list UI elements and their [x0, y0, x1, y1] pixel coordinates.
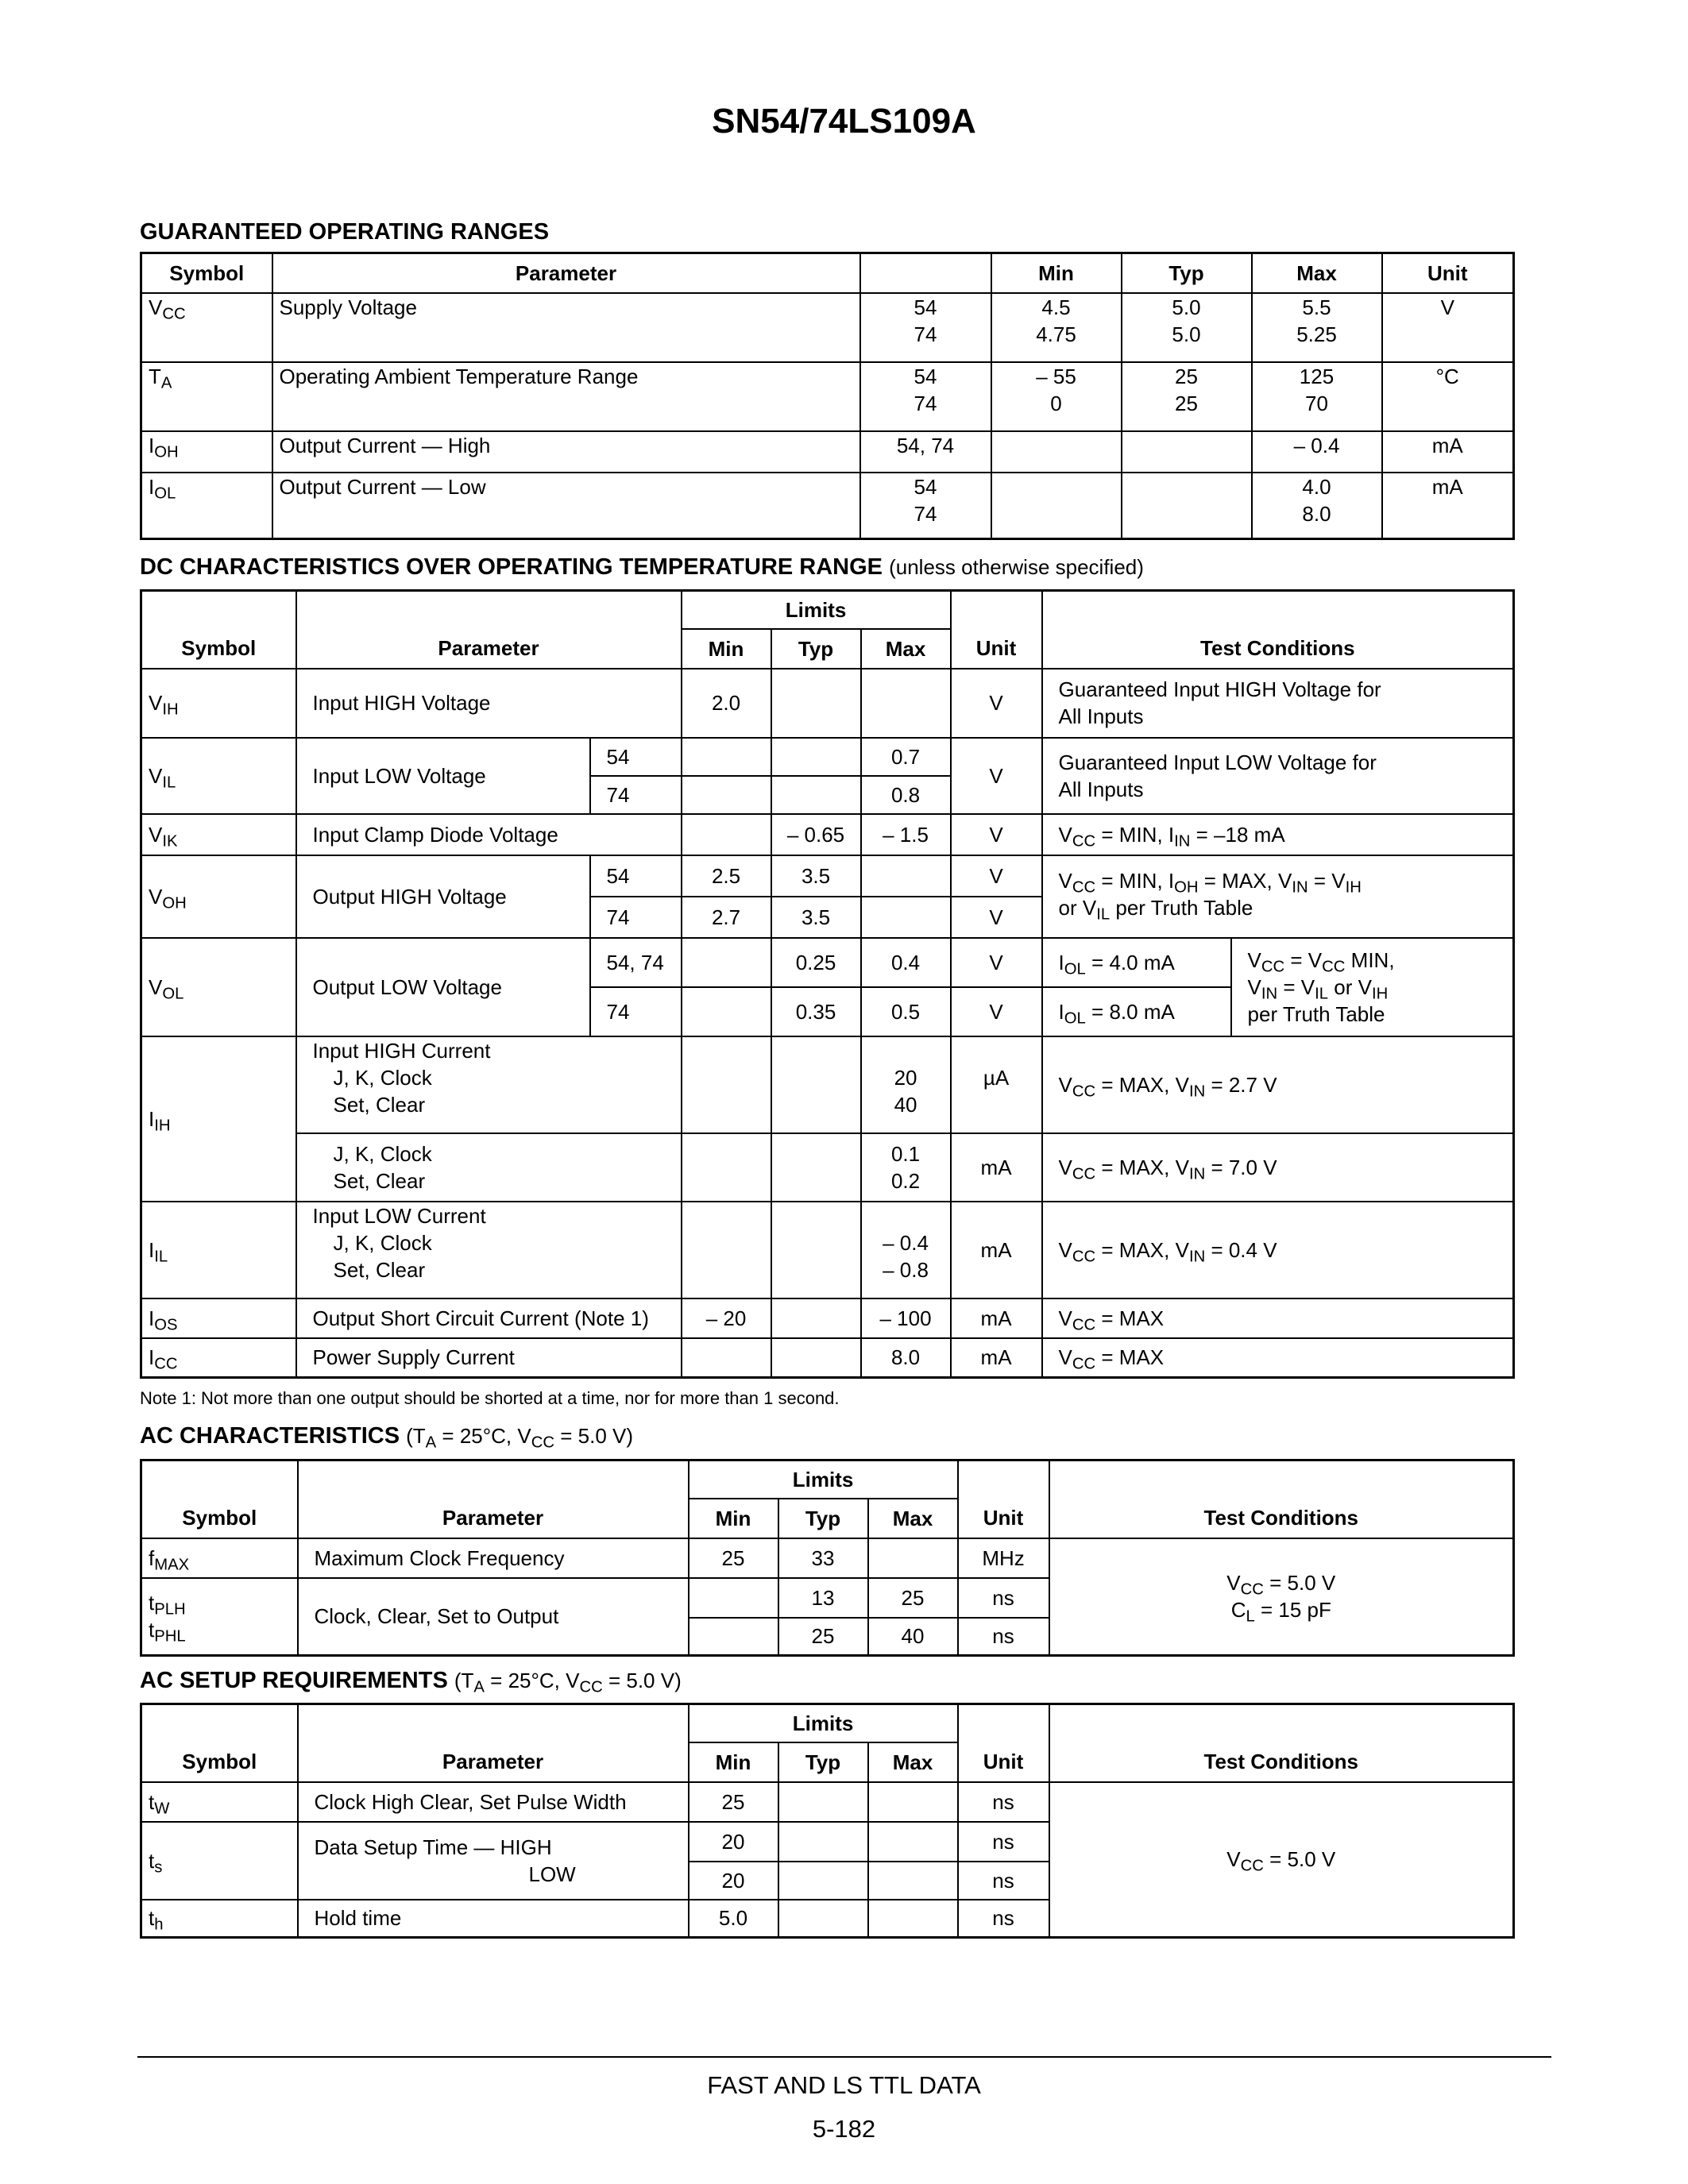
- header-parameter: Parameter: [272, 253, 860, 293]
- device-cell: 74: [590, 776, 682, 814]
- unit-cell: ns: [958, 1578, 1049, 1618]
- min-cell: [689, 1618, 778, 1656]
- test-conditions-cell: Guaranteed Input HIGH Voltage for All Inputs: [1042, 669, 1514, 738]
- device-cell: 54: [590, 855, 682, 897]
- typ-cell: 33: [778, 1538, 868, 1578]
- min-cell: 2.5: [682, 855, 771, 897]
- test-conditions-cell: $V_{CC}$ = MIN, $I_{IN} = -18$ mA: [1042, 814, 1514, 855]
- header-limits: Limits: [689, 1704, 958, 1742]
- test-conditions-cell: $V_{CC}$ = MIN, $I_{OH}$ = MAX, $V_{IN} = V_{IH}$ or $V_{IL}$ per Truth Table: [1042, 855, 1514, 938]
- section-title-dc: DC CHARACTERISTICS OVER OPERATING TEMPERATURE RANGE (unless otherwise specified): [140, 554, 1144, 580]
- parameter-cell: Input LOW Current J, K, Clock Set, Clear: [296, 1202, 682, 1298]
- parameter-cell: Operating Ambient Temperature Range: [272, 362, 860, 431]
- max-cell: 0.1 0.2: [861, 1133, 951, 1202]
- max-cell: 25: [868, 1578, 958, 1618]
- symbol-cell: $I_{OH}$: [141, 431, 272, 473]
- parameter-cell: Output LOW Voltage: [296, 938, 590, 1036]
- device-cell: 54, 74: [860, 431, 991, 473]
- min-cell: [682, 1202, 771, 1298]
- symbol-cell: $V_{IK}$: [141, 814, 296, 855]
- min-cell: – 55 0: [991, 362, 1122, 431]
- parameter-cell: J, K, Clock Set, Clear: [296, 1133, 682, 1202]
- parameter-cell: Input Clamp Diode Voltage: [296, 814, 682, 855]
- min-cell: [682, 1338, 771, 1378]
- max-cell: 20 40: [861, 1036, 951, 1133]
- unit-cell: V: [951, 987, 1042, 1036]
- footer-rule: [137, 2056, 1551, 2058]
- unit-cell: V: [951, 897, 1042, 938]
- test-conditions-cell: $V_{CC}$ = MAX, $V_{IN} = 7.0$ V: [1042, 1133, 1514, 1202]
- header-min: Min: [991, 253, 1122, 293]
- min-cell: [682, 987, 771, 1036]
- typ-cell: [771, 1298, 861, 1338]
- symbol-cell: $I_{CC}$: [141, 1338, 296, 1378]
- unit-cell: V: [1382, 293, 1514, 362]
- unit-cell: °C: [1382, 362, 1514, 431]
- device-cell: 74: [590, 987, 682, 1036]
- table-row: [141, 1298, 1514, 1338]
- table-row: [141, 938, 1514, 987]
- header-min: Min: [689, 1499, 778, 1538]
- footer-title: FAST AND LS TTL DATA: [707, 2071, 981, 2099]
- parameter-cell: Hold time: [298, 1900, 689, 1938]
- typ-cell: 0.35: [771, 987, 861, 1036]
- unit-cell: mA: [951, 1202, 1042, 1298]
- typ-cell: 13: [778, 1578, 868, 1618]
- unit-cell: ns: [958, 1618, 1049, 1656]
- symbol-cell: $f_{MAX}$: [141, 1538, 298, 1578]
- unit-cell: µA: [951, 1036, 1042, 1133]
- symbol-cell: $t_W$: [141, 1782, 298, 1822]
- unit-cell: V: [951, 738, 1042, 814]
- header-unit: Unit: [958, 1461, 1049, 1538]
- symbol-cell: $t_h$: [141, 1900, 298, 1938]
- min-cell: [682, 1133, 771, 1202]
- max-cell: [861, 669, 951, 738]
- header-test-conditions: Test Conditions: [1049, 1461, 1514, 1538]
- header-symbol: Symbol: [141, 591, 296, 669]
- min-cell: [682, 1036, 771, 1133]
- table-row: [141, 1133, 1514, 1202]
- unit-cell: mA: [951, 1133, 1042, 1202]
- device-cell: 54 74: [860, 362, 991, 431]
- max-cell: 0.8: [861, 776, 951, 814]
- table-row: [141, 669, 1514, 738]
- typ-cell: [1122, 431, 1252, 473]
- header-limits: Limits: [689, 1461, 958, 1499]
- min-cell: 20: [689, 1862, 778, 1900]
- typ-cell: [778, 1900, 868, 1938]
- symbol-cell: $V_{IL}$: [141, 738, 296, 814]
- header-symbol: Symbol: [141, 253, 272, 293]
- max-cell: – 1.5: [861, 814, 951, 855]
- note-1: Note 1: Not more than one output should be shorted at a time, nor for more than 1 second.: [140, 1388, 840, 1408]
- parameter-cell: Maximum Clock Frequency: [298, 1538, 689, 1578]
- page-title: SN54/74LS109A: [712, 102, 976, 141]
- max-cell: 0.5: [861, 987, 951, 1036]
- max-cell: 125 70: [1252, 362, 1382, 431]
- typ-cell: [771, 738, 861, 776]
- min-cell: 25: [689, 1782, 778, 1822]
- section-title-operating-ranges: GUARANTEED OPERATING RANGES: [140, 219, 550, 245]
- test-conditions-cell: $V_{CC}$ = MAX, $V_{IN} = 2.7$ V: [1042, 1036, 1514, 1133]
- parameter-cell: Input HIGH Current J, K, Clock Set, Clear: [296, 1036, 682, 1133]
- parameter-cell: Output HIGH Voltage: [296, 855, 590, 938]
- unit-cell: mA: [1382, 431, 1514, 473]
- min-cell: 5.0: [689, 1900, 778, 1938]
- typ-cell: [771, 1202, 861, 1298]
- header-min: Min: [682, 629, 771, 669]
- test-conditions-cell: $V_{CC}$ = MAX: [1042, 1298, 1514, 1338]
- typ-cell: 3.5: [771, 897, 861, 938]
- min-cell: 20: [689, 1822, 778, 1862]
- header-test-conditions: Test Conditions: [1049, 1704, 1514, 1782]
- header-typ: Typ: [778, 1742, 868, 1782]
- max-cell: [861, 897, 951, 938]
- table-row: [141, 855, 1514, 897]
- unit-cell: MHz: [958, 1538, 1049, 1578]
- header-limits: Limits: [682, 591, 951, 629]
- max-cell: [868, 1862, 958, 1900]
- unit-cell: ns: [958, 1900, 1049, 1938]
- max-cell: – 0.4: [1252, 431, 1382, 473]
- header-max: Max: [868, 1499, 958, 1538]
- symbol-cell: $V_{CC}$: [141, 293, 272, 362]
- symbol-cell: $t_{PLH}$ $t_{PHL}$: [141, 1578, 298, 1656]
- unit-cell: mA: [951, 1298, 1042, 1338]
- ac-characteristics-table: [140, 1459, 1515, 1657]
- unit-cell: mA: [951, 1338, 1042, 1378]
- min-cell: [682, 814, 771, 855]
- symbol-cell: $t_s$: [141, 1822, 298, 1900]
- unit-cell: ns: [958, 1822, 1049, 1862]
- section-title-ac: AC CHARACTERISTICS ($T_A = 25^\circ C$, $V_{CC} = 5.0$ V): [140, 1423, 633, 1452]
- typ-cell: [771, 1338, 861, 1378]
- min-cell: – 20: [682, 1298, 771, 1338]
- max-cell: [861, 855, 951, 897]
- test-conditions-cell: $I_{OL} = 4.0$ mA: [1042, 938, 1231, 987]
- section-title-ac-setup: AC SETUP REQUIREMENTS ($T_A = 25^\circ C$, $V_{CC} = 5.0$ V): [140, 1668, 682, 1696]
- symbol-cell: $I_{OS}$: [141, 1298, 296, 1338]
- symbol-cell: $I_{IL}$: [141, 1202, 296, 1298]
- parameter-cell: Power Supply Current: [296, 1338, 682, 1378]
- table-row: [141, 431, 1514, 473]
- unit-cell: V: [951, 938, 1042, 987]
- symbol-cell: $I_{OL}$: [141, 473, 272, 539]
- parameter-cell: Input HIGH Voltage: [296, 669, 682, 738]
- symbol-cell: $T_A$: [141, 362, 272, 431]
- test-conditions-cell: $V_{CC}$ = MAX, $V_{IN} = 0.4$ V: [1042, 1202, 1514, 1298]
- device-cell: 54 74: [860, 293, 991, 362]
- device-cell: 54 74: [860, 473, 991, 539]
- max-cell: [868, 1538, 958, 1578]
- min-cell: 2.7: [682, 897, 771, 938]
- header-min: Min: [689, 1742, 778, 1782]
- typ-cell: 0.25: [771, 938, 861, 987]
- test-conditions-cell: $V_{CC} = 5.0$ V: [1049, 1782, 1514, 1938]
- typ-cell: – 0.65: [771, 814, 861, 855]
- min-cell: [682, 938, 771, 987]
- min-cell: [991, 473, 1122, 539]
- min-cell: 25: [689, 1538, 778, 1578]
- header-unit: Unit: [958, 1704, 1049, 1782]
- table-row: [141, 1202, 1514, 1298]
- min-cell: 2.0: [682, 669, 771, 738]
- typ-cell: [778, 1862, 868, 1900]
- typ-cell: [771, 1036, 861, 1133]
- table-row: [141, 1338, 1514, 1378]
- table-row: [141, 1538, 1514, 1578]
- parameter-cell: Output Current — High: [272, 431, 860, 473]
- device-cell: 54: [590, 738, 682, 776]
- table-row: [141, 473, 1514, 539]
- table-row: [141, 738, 1514, 776]
- typ-cell: [1122, 473, 1252, 539]
- page-number: 5-182: [812, 2115, 876, 2143]
- test-conditions-cell: $V_{CC} = V_{CC}$ MIN, $V_{IN} = V_{IL}$ or $V_{IH}$ per Truth Table: [1231, 938, 1514, 1036]
- typ-cell: [771, 669, 861, 738]
- min-cell: 4.5 4.75: [991, 293, 1122, 362]
- test-conditions-cell: $V_{CC}$ = MAX: [1042, 1338, 1514, 1378]
- header-test-conditions: Test Conditions: [1042, 591, 1514, 669]
- max-cell: – 0.4 – 0.8: [861, 1202, 951, 1298]
- unit-cell: V: [951, 855, 1042, 897]
- parameter-cell: Clock, Clear, Set to Output: [298, 1578, 689, 1656]
- parameter-cell: Input LOW Voltage: [296, 738, 590, 814]
- max-cell: [868, 1782, 958, 1822]
- header-max: Max: [861, 629, 951, 669]
- table-row: [141, 1782, 1514, 1822]
- parameter-cell: Output Short Circuit Current (Note 1): [296, 1298, 682, 1338]
- typ-cell: [778, 1782, 868, 1822]
- table-row: [141, 362, 1514, 431]
- header-max: Max: [868, 1742, 958, 1782]
- parameter-cell: Data Setup Time — HIGH LOW: [298, 1822, 689, 1900]
- header-typ: Typ: [778, 1499, 868, 1538]
- max-cell: 0.7: [861, 738, 951, 776]
- symbol-cell: $V_{OH}$: [141, 855, 296, 938]
- test-conditions-cell: Guaranteed Input LOW Voltage for All Inputs: [1042, 738, 1514, 814]
- symbol-cell: $V_{IH}$: [141, 669, 296, 738]
- parameter-cell: Output Current — Low: [272, 473, 860, 539]
- max-cell: [868, 1900, 958, 1938]
- header-typ: Typ: [771, 629, 861, 669]
- max-cell: 5.5 5.25: [1252, 293, 1382, 362]
- header-max: Max: [1252, 253, 1382, 293]
- symbol-cell: $I_{IH}$: [141, 1036, 296, 1202]
- header-unit: Unit: [951, 591, 1042, 669]
- min-cell: [689, 1578, 778, 1618]
- typ-cell: 3.5: [771, 855, 861, 897]
- max-cell: 8.0: [861, 1338, 951, 1378]
- typ-cell: 25 25: [1122, 362, 1252, 431]
- parameter-cell: Supply Voltage: [272, 293, 860, 362]
- unit-cell: ns: [958, 1862, 1049, 1900]
- min-cell: [682, 776, 771, 814]
- test-conditions-cell: $V_{CC} = 5.0$ V $C_L = 15$ pF: [1049, 1538, 1514, 1656]
- header-parameter: Parameter: [298, 1704, 689, 1782]
- typ-cell: [771, 776, 861, 814]
- unit-cell: mA: [1382, 473, 1514, 539]
- typ-cell: 25: [778, 1618, 868, 1656]
- header-symbol: Symbol: [141, 1461, 298, 1538]
- ac-setup-table: [140, 1703, 1515, 1939]
- max-cell: – 100: [861, 1298, 951, 1338]
- header-parameter: Parameter: [298, 1461, 689, 1538]
- table-row: [141, 814, 1514, 855]
- header-device: [860, 253, 991, 293]
- device-cell: 74: [590, 897, 682, 938]
- typ-cell: 5.0 5.0: [1122, 293, 1252, 362]
- parameter-cell: Clock High Clear, Set Pulse Width: [298, 1782, 689, 1822]
- symbol-cell: $V_{OL}$: [141, 938, 296, 1036]
- max-cell: 4.0 8.0: [1252, 473, 1382, 539]
- min-cell: [682, 738, 771, 776]
- header-typ: Typ: [1122, 253, 1252, 293]
- header-symbol: Symbol: [141, 1704, 298, 1782]
- header-unit: Unit: [1382, 253, 1514, 293]
- typ-cell: [771, 1133, 861, 1202]
- table-row: [141, 1036, 1514, 1133]
- dc-characteristics-table: [140, 589, 1515, 1379]
- unit-cell: V: [951, 669, 1042, 738]
- typ-cell: [778, 1822, 868, 1862]
- unit-cell: ns: [958, 1782, 1049, 1822]
- max-cell: 0.4: [861, 938, 951, 987]
- max-cell: [868, 1822, 958, 1862]
- operating-ranges-table: [140, 252, 1515, 540]
- min-cell: [991, 431, 1122, 473]
- max-cell: 40: [868, 1618, 958, 1656]
- device-cell: 54, 74: [590, 938, 682, 987]
- table-row: [141, 293, 1514, 362]
- unit-cell: V: [951, 814, 1042, 855]
- test-conditions-cell: $I_{OL} = 8.0$ mA: [1042, 987, 1231, 1036]
- header-parameter: Parameter: [296, 591, 682, 669]
